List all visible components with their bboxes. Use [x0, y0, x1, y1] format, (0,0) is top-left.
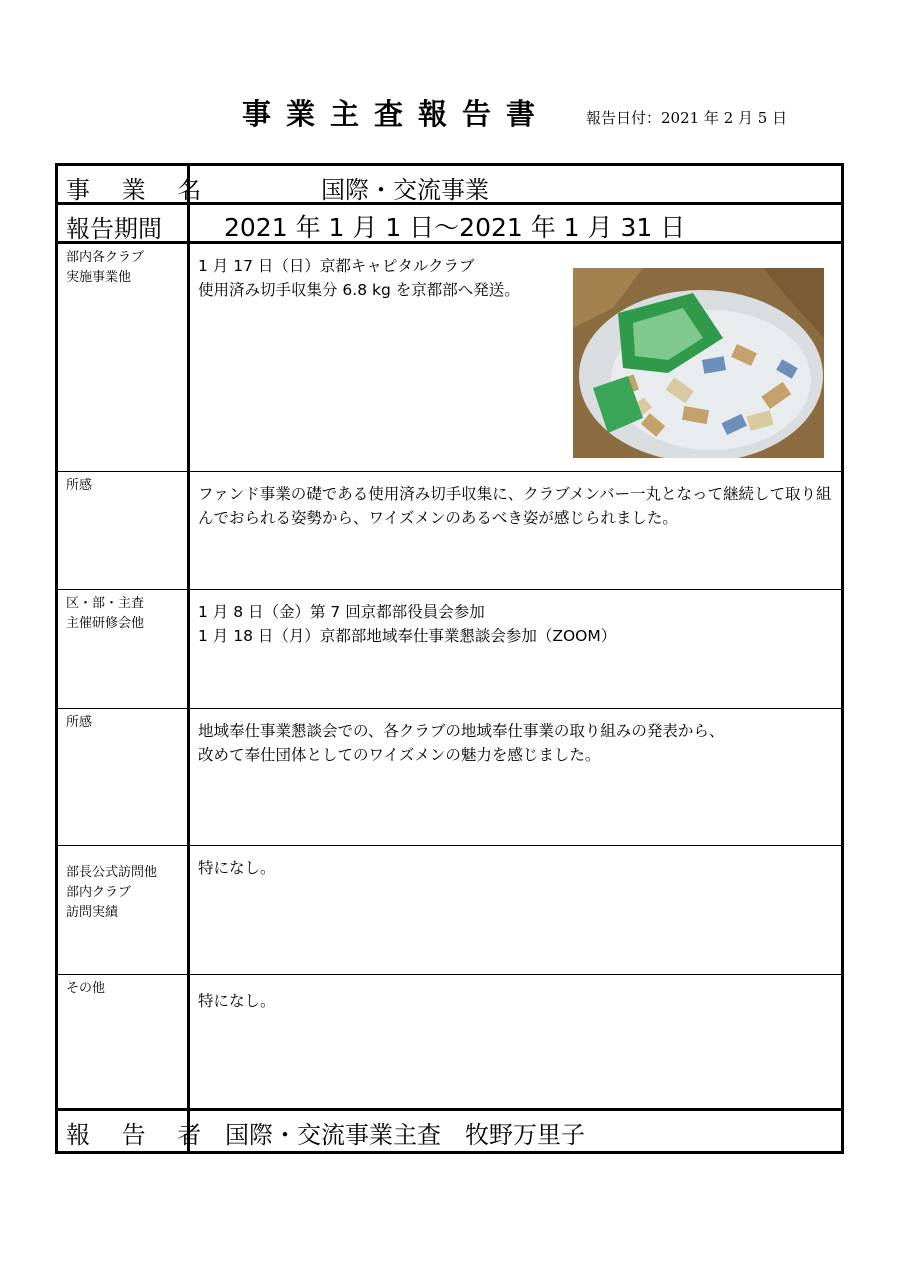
reporter-name: 国際・交流事業主査 牧野万里子 [225, 1121, 585, 1149]
reporter-value-cell [190, 1111, 841, 1151]
stamp-collection-bag-photo [573, 268, 824, 458]
report-period: 2021 年 1 月 1 日～2021 年 1 月 31 日 [224, 213, 686, 242]
project-value-cell [190, 166, 841, 202]
club-activities-row [58, 244, 841, 472]
reporter-label-cell [58, 1111, 214, 1151]
official-visits-label: 部長公式訪問他 部内クラブ 訪問実績 [66, 865, 158, 920]
official-visits-text: 特になし。 [198, 859, 276, 877]
district-meetings-label: 区・部・主査 主催研修会他 [66, 596, 145, 631]
reporter-row [58, 1111, 841, 1151]
club-activities-text: 1 月 17 日（日）京都キャピタルクラブ 使用済み切手収集分 6.8 kg を京都部へ発送。 [198, 257, 520, 299]
other-content [190, 975, 841, 1108]
impression-2-label-cell [58, 709, 190, 845]
district-meetings-row [58, 590, 841, 709]
period-value-cell [190, 205, 841, 241]
impression-2-text: 地域奉仕事業懇談会での、各クラブの地域奉仕事業の取り組みの発表から、 改めて奉仕団体としてのワイズメンの魅力を感じました。 [198, 722, 725, 764]
impression-row-1 [58, 472, 841, 590]
period-label: 報告期間 [66, 215, 162, 243]
project-label: 事 業 名 [66, 176, 214, 204]
club-activities-content [190, 244, 841, 471]
impression-1-content [190, 472, 841, 589]
other-label: その他 [66, 981, 106, 996]
impression-1-text: ファンド事業の礎である使用済み切手収集に、クラブメンバー一丸となって継続して取り組んでおられる姿勢から、ワイズメンのあるべき姿が感じられました。 [198, 485, 832, 527]
other-label-cell [58, 975, 190, 1108]
document-title: 事業主査報告書 [242, 97, 551, 131]
impression-1-label: 所感 [66, 478, 93, 493]
project-name: 国際・交流事業 [321, 176, 489, 204]
district-meetings-text: 1 月 8 日（金）第 7 回京都部役員会参加 1 月 18 日（月）京都部地域奉仕事業懇談会参加（ZOOM） [198, 603, 617, 645]
period-label-cell [58, 205, 190, 241]
report-date: 報告日付：2021 年 2 月 5 日 [586, 109, 788, 127]
reporter-label: 報 告 者 [66, 1121, 214, 1149]
project-row [58, 166, 841, 205]
club-activities-label: 部内各クラブ 実施事業他 [66, 250, 145, 285]
impression-row-2 [58, 709, 841, 846]
official-visits-label-cell [58, 846, 190, 974]
district-meetings-content [190, 590, 841, 708]
impression-2-content [190, 709, 841, 845]
official-visits-content [190, 846, 841, 974]
club-activities-label-cell [58, 244, 190, 471]
report-table [55, 163, 844, 1154]
impression-1-label-cell [58, 472, 190, 589]
district-meetings-label-cell [58, 590, 190, 708]
period-row [58, 205, 841, 244]
other-row [58, 975, 841, 1111]
impression-2-label: 所感 [66, 715, 93, 730]
other-text: 特になし。 [198, 992, 276, 1010]
project-label-cell [58, 166, 214, 204]
official-visits-row [58, 846, 841, 975]
